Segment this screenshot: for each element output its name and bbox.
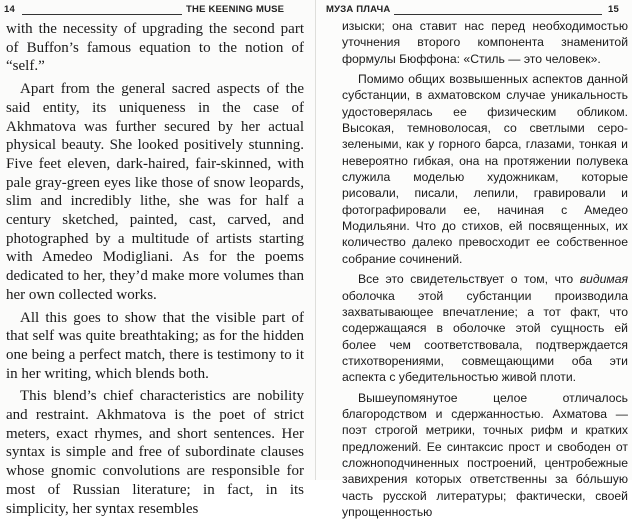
text-run: оболочка этой субстанции производила захватывающее впечатление; а тот факт, что содержащаяся в оболочке этой сущность ей более чем соответствовала, подтверждается стихотворениями, совмещающими оба эти аспекта с убедительностью живой плоти. [342,288,628,385]
page-number: 14 [4,4,15,15]
paragraph: Apart from the general sacred aspects of the said entity, its uniqueness in the case of Akhmatova was further secured by her actual physical beauty. She looked positively stunning. Five feet eleven, dark-haired, fair-skinned, with pale gray-green eyes like those of snow leopards, slim and incredibly lithe, she was for half a century sketched, painted, cast, carved, and photographed by a multitude of artists starting with Amedeo Modigliani. As for the poems dedicated to her, they’d make more volumes than her own collected works. [6,81,304,303]
header-rule [22,14,182,15]
paragraph: Помимо общих возвышенных аспектов данной субстанции, в ахматовском случае уникальность удостоверялась ее физическим обликом. Высокая, темноволосая, со светлыми серо-зелеными, как у горного барса, глазами, тонкая и невероятно гибкая, она на протяжении полувека служила моделью художникам, которые рисовали, писали, лепили, гравировали и фотографировали ее, начиная с Амедео Модильяни. Что до стихов, ей посвященных, их количество далеко превосходит ее собственное собрание сочинений. [342,72,628,266]
header-rule [394,14,602,15]
russian-body-text [342,18,628,520]
text-run: Все это свидетельствует о том, что [358,272,580,287]
left-page-header [0,2,316,18]
paragraph: Вышеупомянутое целое отличалось благородством и сдержанностью. Ахматова — поэт строгой метрики, точных рифм и кратких предложений. Ее синтаксис прост и свободен от сложноподчиненных построений, центробежные завихрения которых ответственны за бóльшую часть русской литературы; фактически, своей упрощенностью [342,390,628,519]
running-head: THE KEENING MUSE [186,4,285,15]
page-number: 15 [608,4,619,15]
english-body-text [6,20,304,518]
italic-word: видимая [579,272,628,287]
paragraph: All this goes to show that the visible part of that self was quite breathtaking; as for the hidden one being a perfect match, there is testimony to it in her writing, which blends both. [6,309,304,382]
paragraph [342,271,628,385]
right-page-header [316,2,632,18]
paragraph: This blend’s chief characteristics are nobility and restraint. Akhmatova is the poet of strict meters, exact rhymes, and short sentences. Her syntax is simple and free of subordinate clauses whose gnomic convolutions are responsible for most of Russian literature; in fact, in its simplicity, her syntax resembles [6,388,304,517]
left-page [0,0,316,517]
paragraph: изыски; она ставит нас перед необходимостью уточнения второго компонента знаменитой формулы Бюффона: «Стиль — это человек». [342,19,628,66]
running-head: МУЗА ПЛАЧА [326,4,391,15]
right-page [316,0,632,519]
paragraph: with the necessity of upgrading the second part of Buffon’s famous equation to the notion of “self.” [6,21,304,75]
